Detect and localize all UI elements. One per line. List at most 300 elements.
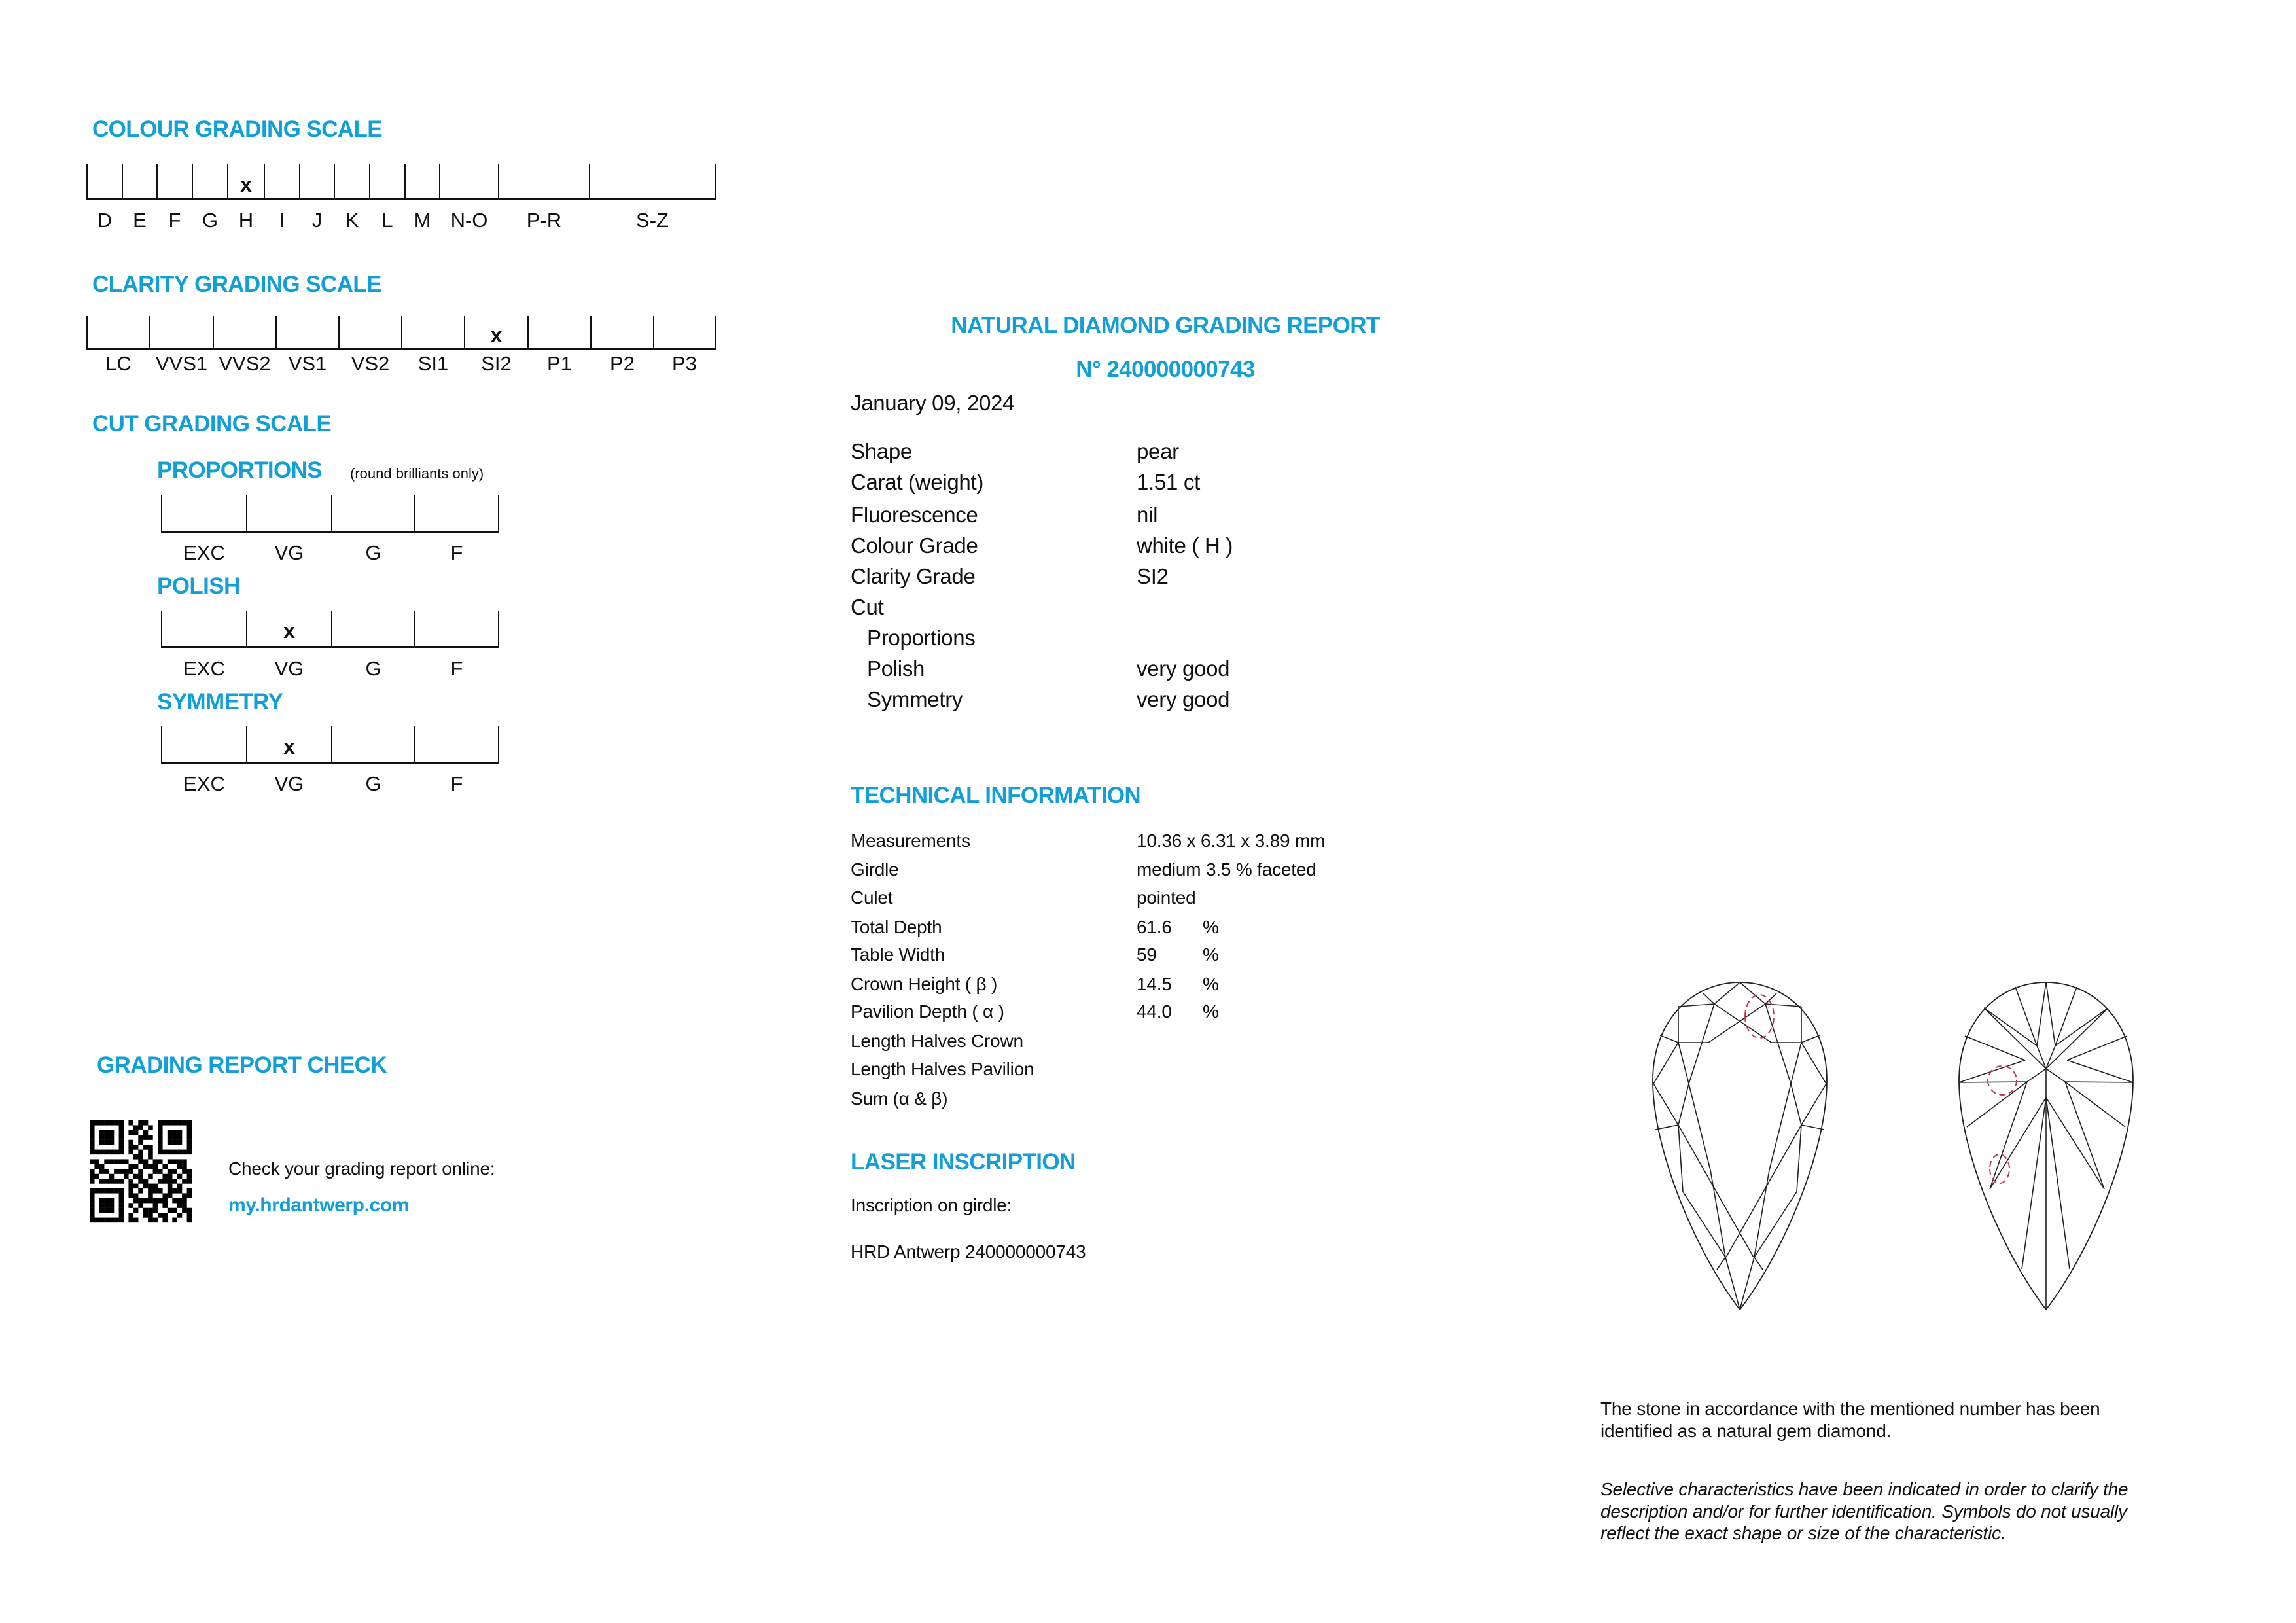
scale-grade-label: P2 — [610, 352, 635, 375]
scale-grade-label: VVS1 — [155, 352, 208, 375]
technical-row-value: 59 — [1137, 944, 1157, 965]
scale-divider — [192, 164, 193, 198]
qr-module — [158, 1169, 163, 1174]
qr-module — [177, 1120, 183, 1126]
qr-module — [128, 1169, 133, 1174]
qr-module — [109, 1174, 115, 1179]
qr-module — [168, 1159, 173, 1164]
qr-module — [133, 1125, 139, 1130]
technical-row-label: Girdle — [851, 859, 899, 880]
scale-grade-label: J — [311, 209, 323, 232]
scale-divider — [334, 164, 335, 198]
report-row-label: Proportions — [867, 626, 976, 650]
qr-module — [187, 1213, 192, 1218]
report-date: January 09, 2024 — [851, 391, 1015, 415]
qr-module — [168, 1120, 173, 1126]
qr-module — [94, 1164, 99, 1169]
technical-row-label: Length Halves Crown — [851, 1031, 1023, 1051]
scale-grade-label: I — [279, 209, 285, 232]
qr-module — [119, 1208, 124, 1213]
inclusion-marker — [1990, 1154, 2009, 1183]
qr-module — [177, 1213, 183, 1218]
qr-module — [109, 1203, 115, 1208]
pavilion-facet-line — [1984, 1008, 2046, 1069]
qr-module — [119, 1188, 124, 1194]
qr-module — [99, 1169, 105, 1174]
crown-facet-line — [1678, 1125, 1683, 1192]
qr-module — [128, 1188, 133, 1194]
scale-grade-label: VS1 — [288, 352, 327, 375]
scale-divider — [86, 164, 88, 198]
colour-scale-title: COLOUR GRADING SCALE — [92, 116, 383, 142]
qr-module — [90, 1213, 95, 1218]
qr-module — [168, 1179, 173, 1184]
qr-module — [90, 1159, 95, 1164]
qr-module — [90, 1169, 95, 1174]
qr-module — [128, 1193, 133, 1198]
scale-divider — [86, 316, 88, 348]
scale-divider — [498, 726, 499, 762]
qr-module — [119, 1198, 124, 1204]
report-row-value: very good — [1137, 656, 1230, 681]
scale-divider — [498, 611, 499, 646]
qr-module — [104, 1140, 109, 1145]
scale-divider — [122, 164, 123, 198]
pear-pavilion-diagram — [1959, 982, 2133, 1311]
crown-facet-line — [1801, 1125, 1824, 1130]
technical-row-unit: % — [1203, 917, 1219, 937]
qr-module — [90, 1130, 95, 1135]
scale-grade-label: E — [133, 209, 147, 232]
crown-facet-line — [1710, 1170, 1725, 1257]
scale-divider — [264, 164, 265, 198]
qr-module — [138, 1159, 143, 1164]
report-row-value: very good — [1137, 687, 1230, 711]
qr-module — [133, 1193, 139, 1198]
qr-module — [138, 1203, 143, 1208]
qr-module — [119, 1140, 124, 1145]
crown-facet-line — [1678, 1125, 1754, 1257]
scale-grade-label: SI1 — [417, 352, 449, 375]
qr-module — [172, 1150, 177, 1155]
qr-module — [148, 1145, 153, 1150]
qr-module — [104, 1169, 109, 1174]
qr-module — [138, 1174, 143, 1179]
qr-module — [104, 1120, 109, 1126]
qr-module — [99, 1179, 105, 1184]
cut-scale-title: CUT GRADING SCALE — [92, 411, 332, 437]
scale-grade-label: M — [414, 209, 431, 232]
scale-grade-label: VS2 — [351, 352, 390, 375]
qr-module — [148, 1164, 153, 1169]
disclaimer-line-2: description and/or for further identification. Symbols do not usually — [1600, 1501, 2127, 1522]
qr-module — [182, 1203, 187, 1208]
scale-divider — [715, 164, 716, 198]
qr-module — [168, 1169, 173, 1174]
disclaimer-line-1: Selective characteristics have been indicated in order to clarify the — [1600, 1479, 2128, 1499]
scale-grade-label: LC — [105, 352, 132, 375]
technical-row-label: Culet — [851, 887, 893, 908]
qr-module — [94, 1174, 99, 1179]
qr-module — [158, 1213, 163, 1218]
qr-module — [148, 1198, 153, 1204]
pavilion-facet-line — [2046, 1069, 2065, 1082]
qr-module — [119, 1159, 124, 1164]
qr-module — [177, 1174, 183, 1179]
crown-facet-line — [1740, 1257, 1754, 1310]
selected-grade-mark: x — [283, 735, 295, 758]
crown-facet-line — [1655, 1125, 1678, 1130]
qr-module — [109, 1218, 115, 1223]
qr-module — [177, 1188, 183, 1194]
report-row-label: Cut — [851, 595, 884, 619]
pavilion-facet-line — [2046, 1046, 2055, 1069]
scale-divider — [414, 495, 415, 531]
qr-module — [158, 1179, 163, 1184]
pavilion-facet-line — [2067, 1060, 2133, 1082]
qr-module — [182, 1198, 187, 1204]
qr-module — [114, 1120, 119, 1126]
technical-row-value: pointed — [1137, 887, 1196, 908]
scale-divider — [246, 726, 247, 762]
inclusion-marker — [1988, 1066, 2017, 1095]
qr-module — [148, 1218, 153, 1223]
scale-baseline — [161, 762, 499, 764]
crown-facet-line — [1683, 1192, 1725, 1257]
pavilion-facet-line — [2037, 1046, 2046, 1069]
qr-module — [109, 1130, 115, 1135]
qr-module — [168, 1150, 173, 1155]
technical-row-value: 44.0 — [1137, 1001, 1172, 1022]
qr-module — [90, 1188, 95, 1194]
scale-divider — [589, 164, 590, 198]
qr-module — [104, 1179, 109, 1184]
laser-value: HRD Antwerp 240000000743 — [851, 1241, 1086, 1262]
scale-baseline — [161, 646, 499, 648]
qr-module — [99, 1150, 105, 1155]
qr-module — [109, 1135, 115, 1140]
scale-divider — [299, 164, 300, 198]
qr-module — [162, 1179, 168, 1184]
qr-module — [172, 1169, 177, 1174]
qr-module — [158, 1145, 163, 1150]
qr-module — [143, 1130, 149, 1135]
qr-module — [138, 1179, 143, 1184]
qr-module — [187, 1218, 192, 1223]
qr-module — [109, 1188, 115, 1194]
scale-grade-label: G — [365, 541, 381, 564]
qr-module — [148, 1174, 153, 1179]
qr-module — [90, 1150, 95, 1155]
qr-module — [177, 1184, 183, 1189]
qr-module — [172, 1188, 177, 1194]
qr-module — [138, 1188, 143, 1194]
qr-module — [172, 1135, 177, 1140]
qr-module — [138, 1198, 143, 1204]
pavilion-facet-line — [2055, 987, 2077, 1046]
qr-module — [172, 1179, 177, 1184]
qr-module — [148, 1193, 153, 1198]
qr-module — [90, 1145, 95, 1150]
qr-module — [114, 1150, 119, 1155]
scale-divider — [331, 726, 332, 762]
scale-grade-label: G — [202, 209, 219, 232]
qr-module — [94, 1218, 99, 1223]
qr-module — [158, 1125, 163, 1130]
qr-module — [90, 1179, 95, 1184]
pavilion-facet-line — [1984, 1008, 2037, 1046]
scale-grade-label: EXC — [183, 657, 225, 680]
scale-grade-label: VG — [274, 541, 304, 564]
qr-module — [172, 1159, 177, 1164]
qr-module — [162, 1203, 168, 1208]
technical-row-value: medium 3.5 % faceted — [1137, 859, 1316, 880]
qr-module — [168, 1140, 173, 1145]
qr-module — [182, 1208, 187, 1213]
qr-module — [153, 1184, 158, 1189]
pavilion-facet-line — [2046, 982, 2055, 1046]
scale-grade-label: G — [365, 772, 381, 795]
qr-module — [148, 1208, 153, 1213]
qr-module — [187, 1140, 192, 1145]
qr-module — [153, 1164, 158, 1169]
qr-module — [119, 1218, 124, 1223]
qr-module — [143, 1120, 149, 1126]
qr-module — [133, 1145, 139, 1150]
qr-module — [168, 1184, 173, 1189]
crown-facet-line — [1653, 1084, 1678, 1125]
report-number: N° 240000000743 — [1076, 357, 1255, 382]
scale-divider — [715, 316, 716, 348]
qr-module — [162, 1198, 168, 1204]
qr-module — [114, 1179, 119, 1184]
qr-module — [138, 1135, 143, 1140]
report-row-label: Symmetry — [867, 687, 963, 711]
qr-module — [187, 1193, 192, 1198]
qr-module — [172, 1130, 177, 1135]
qr-module — [153, 1208, 158, 1213]
scale-divider — [331, 611, 332, 646]
technical-row-unit: % — [1203, 1001, 1219, 1022]
qr-module — [119, 1120, 124, 1126]
qr-module — [128, 1150, 133, 1155]
scale-divider — [404, 164, 406, 198]
technical-row-value: 10.36 x 6.31 x 3.89 mm — [1137, 830, 1326, 851]
scale-grade-label: F — [450, 657, 463, 680]
scale-grade-label: S-Z — [636, 209, 669, 232]
qr-module — [168, 1135, 173, 1140]
report-check-title: GRADING REPORT CHECK — [97, 1052, 387, 1078]
technical-row-value: 14.5 — [1137, 974, 1172, 994]
report-check-link[interactable]: my.hrdantwerp.com — [228, 1194, 410, 1216]
qr-module — [177, 1203, 183, 1208]
polish-title: POLISH — [157, 573, 240, 599]
qr-module — [148, 1213, 153, 1218]
report-row-value: white ( H ) — [1137, 533, 1233, 558]
qr-module — [187, 1145, 192, 1150]
qr-module — [153, 1188, 158, 1194]
scale-grade-label: EXC — [183, 772, 225, 795]
pavilion-facet-line — [2046, 1097, 2104, 1189]
qr-module — [119, 1179, 124, 1184]
qr-module — [168, 1193, 173, 1198]
qr-module — [128, 1203, 133, 1208]
technical-row-label: Sum (α & β) — [851, 1088, 948, 1109]
qr-module — [143, 1135, 149, 1140]
pavilion-facet-line — [1959, 1060, 2025, 1082]
qr-module — [109, 1198, 115, 1204]
qr-module — [90, 1218, 95, 1223]
qr-module — [158, 1130, 163, 1135]
pavilion-facet-line — [2046, 1008, 2108, 1069]
qr-module — [138, 1169, 143, 1174]
qr-module — [133, 1198, 139, 1204]
qr-module — [133, 1164, 139, 1169]
qr-module — [143, 1213, 149, 1218]
technical-row-label: Pavilion Depth ( α ) — [851, 1001, 1004, 1022]
technical-title: TECHNICAL INFORMATION — [851, 783, 1141, 808]
qr-module — [182, 1120, 187, 1126]
scale-divider — [369, 164, 370, 198]
qr-module — [148, 1135, 153, 1140]
qr-module — [187, 1125, 192, 1130]
report-row-value: 1.51 ct — [1137, 470, 1200, 494]
qr-module — [153, 1218, 158, 1223]
qr-module — [99, 1208, 105, 1213]
technical-row-label: Crown Height ( β ) — [851, 974, 998, 994]
qr-module — [114, 1188, 119, 1194]
crown-facet-line — [1801, 1035, 1820, 1043]
qr-module — [148, 1188, 153, 1194]
scale-divider — [338, 316, 340, 348]
qr-module — [172, 1120, 177, 1126]
scale-grade-label: K — [345, 209, 359, 232]
qr-module — [162, 1164, 168, 1169]
qr-module — [187, 1150, 192, 1155]
pavilion-facet-line — [1990, 1097, 2046, 1189]
qr-module — [90, 1203, 95, 1208]
scale-divider — [227, 164, 228, 198]
crown-facet-line — [1703, 993, 1714, 1004]
pear-crown-diagram — [1653, 982, 1827, 1311]
pavilion-facet-line — [2065, 1082, 2125, 1127]
crown-facet-line — [1689, 1004, 1714, 1084]
scale-grade-label: VG — [274, 772, 304, 795]
pavilion-facet-line — [2046, 1097, 2070, 1269]
qr-module — [172, 1140, 177, 1145]
crown-facet-line — [1689, 1084, 1710, 1170]
qr-module — [158, 1120, 163, 1126]
qr-module — [177, 1198, 183, 1204]
qr-module — [182, 1159, 187, 1164]
scale-divider — [464, 316, 465, 348]
qr-module — [128, 1184, 133, 1189]
qr-module — [143, 1164, 149, 1169]
pavilion-facet-line — [2022, 1097, 2046, 1269]
qr-module — [90, 1140, 95, 1145]
qr-module — [162, 1120, 168, 1126]
qr-module — [158, 1135, 163, 1140]
qr-module — [104, 1159, 109, 1164]
qr-module — [119, 1150, 124, 1155]
qr-module — [124, 1169, 129, 1174]
crown-facet-line — [1791, 1043, 1801, 1084]
qr-module — [148, 1150, 153, 1155]
qr-module — [109, 1179, 115, 1184]
qr-module — [128, 1120, 133, 1126]
qr-module — [128, 1218, 133, 1223]
crown-facet-line — [1708, 1004, 1765, 1043]
qr-module — [182, 1164, 187, 1169]
qr-module — [177, 1130, 183, 1135]
pavilion-facet-line — [1967, 1082, 2027, 1127]
qr-module — [133, 1174, 139, 1179]
scale-grade-label: VVS2 — [219, 352, 271, 375]
qr-module — [168, 1188, 173, 1194]
qr-module — [162, 1150, 168, 1155]
qr-module — [109, 1120, 115, 1126]
qr-module — [143, 1208, 149, 1213]
scale-divider — [161, 611, 162, 646]
scale-grade-label: SI2 — [481, 352, 512, 375]
qr-module — [158, 1188, 163, 1194]
qr-module — [99, 1218, 105, 1223]
pavilion-facet-line — [2027, 1069, 2046, 1082]
scale-grade-label: P1 — [547, 352, 572, 375]
qr-module — [143, 1179, 149, 1184]
disclaimer-line-3: reflect the exact shape or size of the characteristic. — [1600, 1523, 2006, 1543]
qr-module — [187, 1208, 192, 1213]
qr-module — [104, 1188, 109, 1194]
scale-divider — [653, 316, 654, 348]
scale-grade-label: L — [381, 209, 393, 232]
scale-grade-label: F — [168, 209, 181, 232]
qr-module — [148, 1154, 153, 1160]
qr-module — [138, 1154, 143, 1160]
scale-divider — [414, 726, 415, 762]
qr-module — [119, 1203, 124, 1208]
qr-module — [177, 1135, 183, 1140]
qr-module — [177, 1159, 183, 1164]
qr-module — [182, 1179, 187, 1184]
qr-module — [128, 1130, 133, 1135]
qr-module — [143, 1145, 149, 1150]
qr-module — [99, 1203, 105, 1208]
report-row-label: Polish — [867, 656, 925, 681]
qr-module — [90, 1174, 95, 1179]
qr-module — [177, 1150, 183, 1155]
qr-module — [153, 1169, 158, 1174]
qr-module — [114, 1159, 119, 1164]
qr-module — [158, 1150, 163, 1155]
qr-module — [94, 1188, 99, 1194]
qr-module — [158, 1140, 163, 1145]
laser-label: Inscription on girdle: — [851, 1195, 1012, 1215]
qr-module — [138, 1150, 143, 1155]
qr-module — [94, 1120, 99, 1126]
qr-module — [143, 1159, 149, 1164]
crown-facet-line — [1801, 1084, 1826, 1125]
qr-module — [187, 1135, 192, 1140]
scale-grade-label: EXC — [183, 541, 225, 564]
report-row-label: Shape — [851, 439, 912, 463]
symmetry-title: SYMMETRY — [157, 689, 283, 715]
qr-module — [138, 1120, 143, 1126]
qr-code-icon[interactable] — [90, 1120, 192, 1222]
qr-module — [182, 1169, 187, 1174]
qr-module — [109, 1140, 115, 1145]
technical-row-value: 61.6 — [1137, 917, 1172, 937]
